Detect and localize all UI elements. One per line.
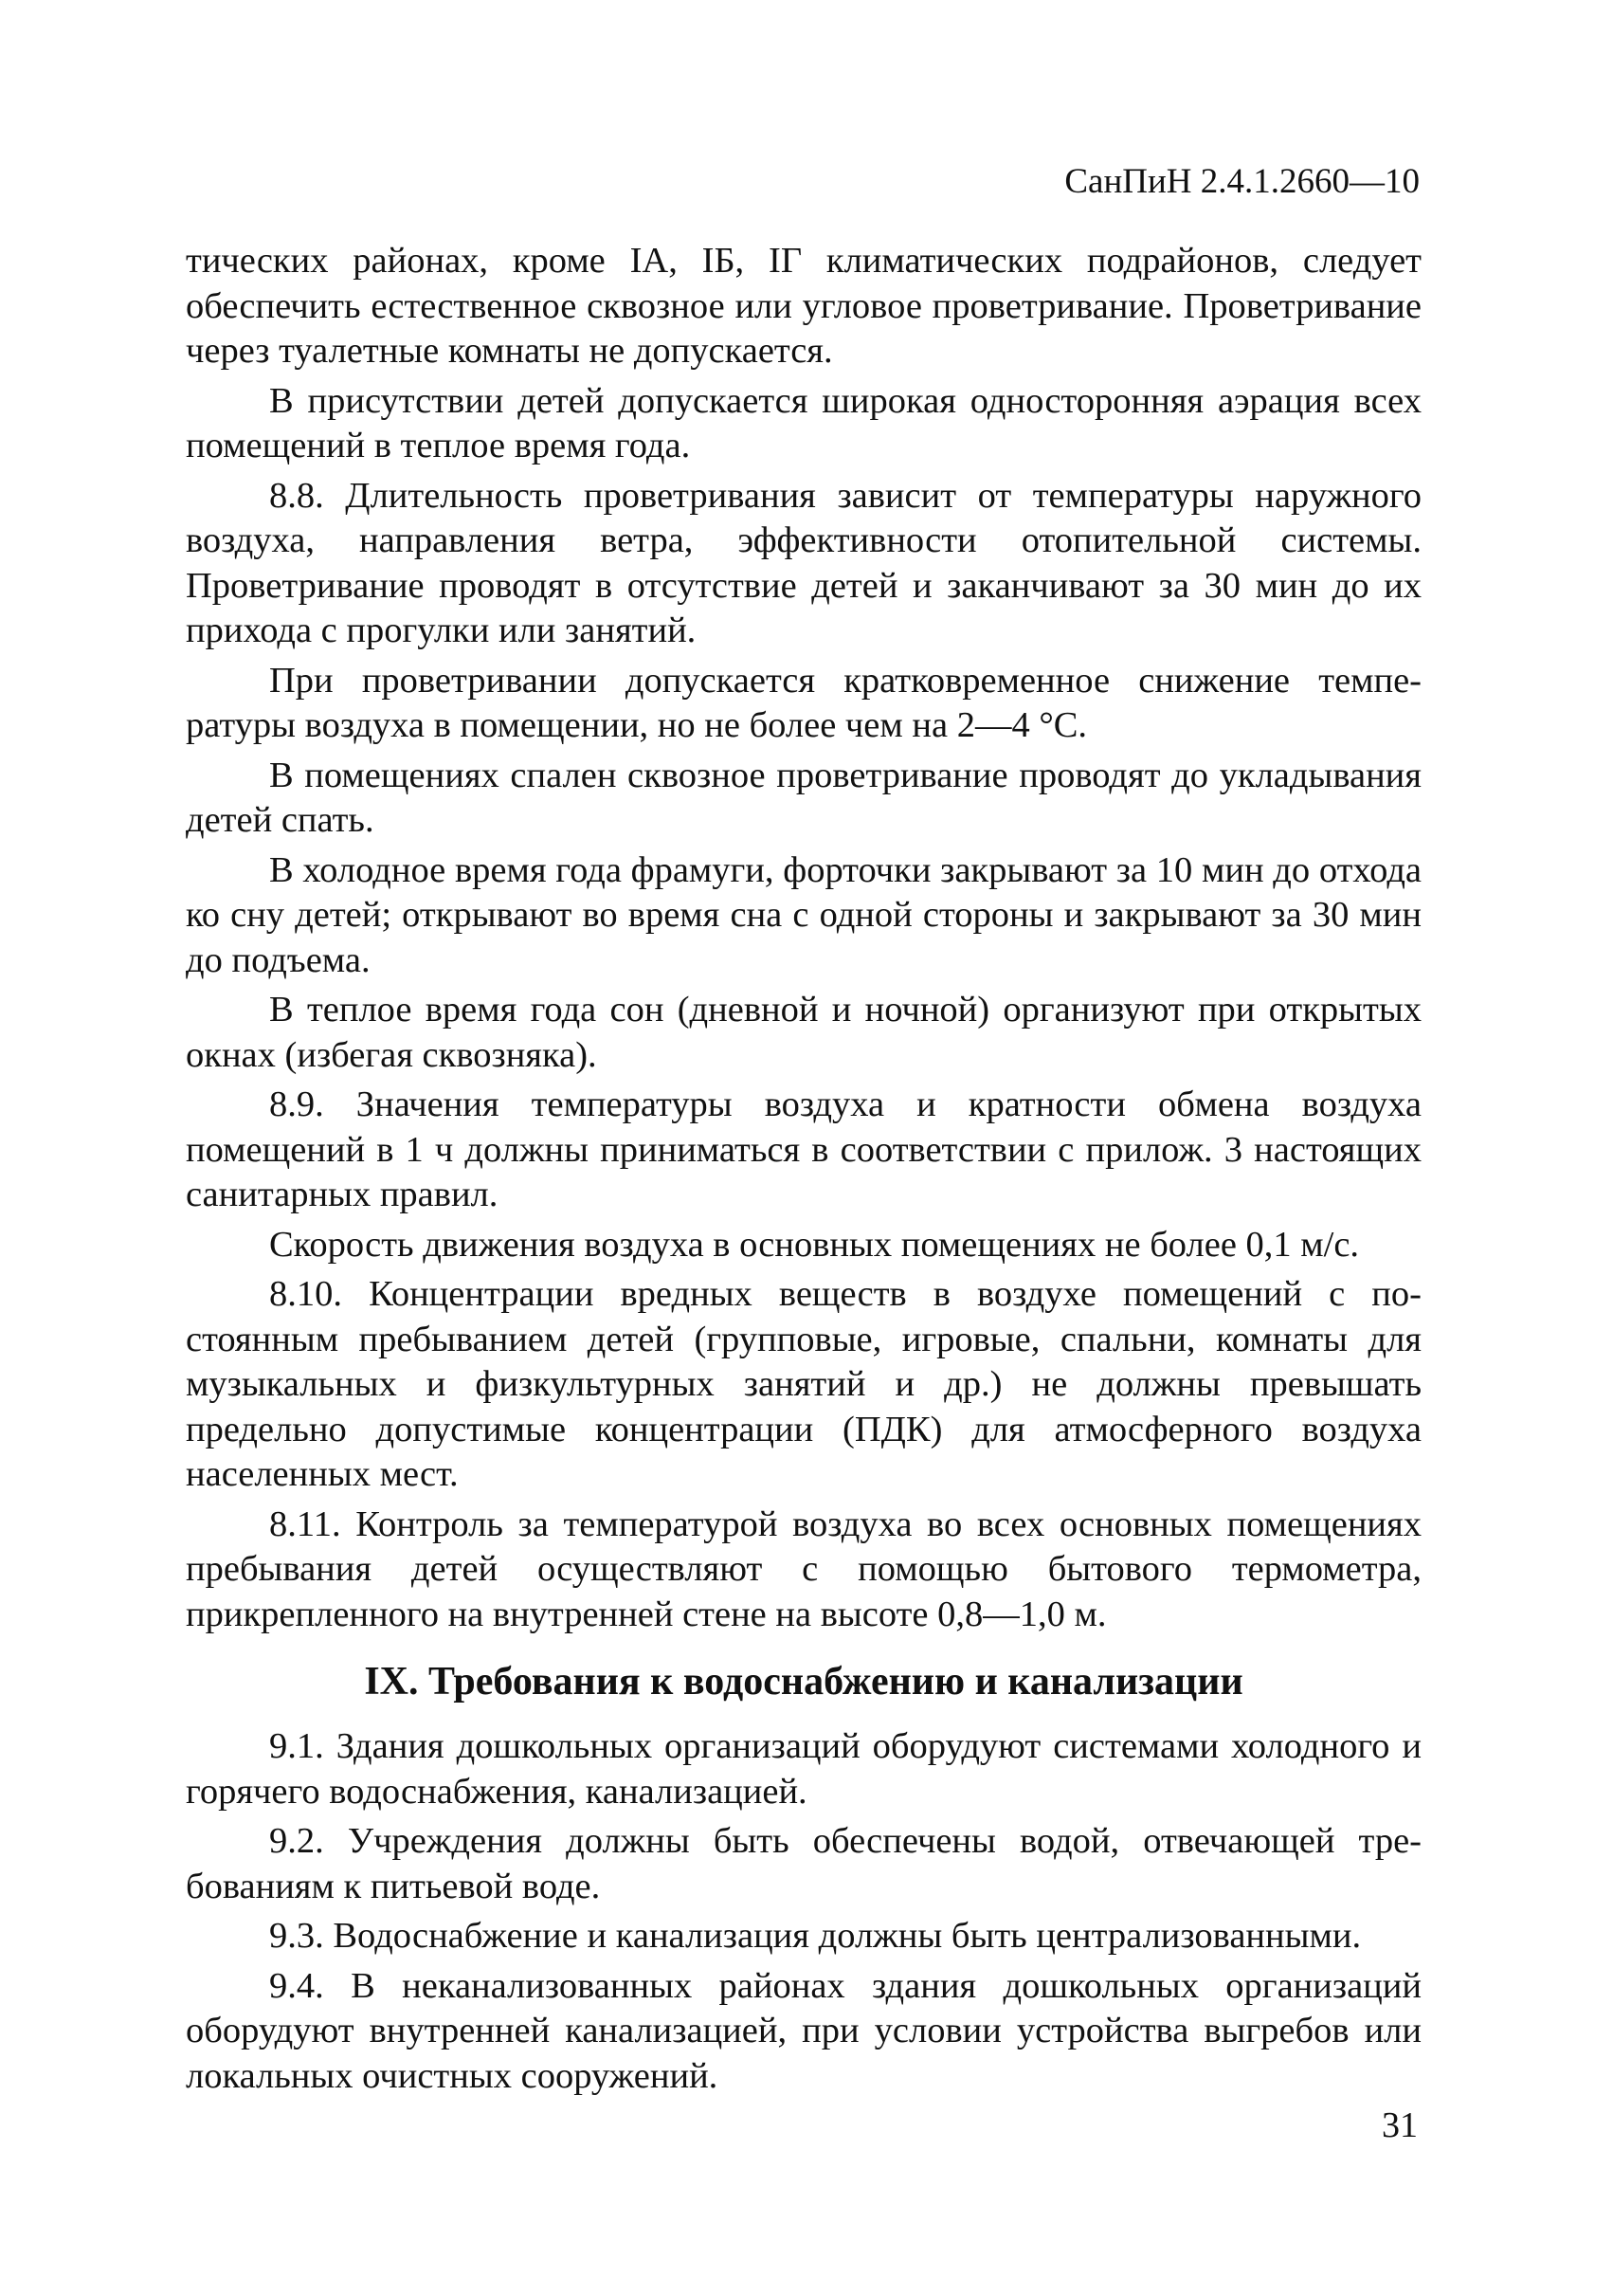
paragraph: Скорость движения воздуха в основных помещениях не более 0,1 м/с. (269, 1224, 1360, 1265)
paragraph: В помещениях спален сквозное проветривание проводят до укладывания детей спать. (186, 755, 1422, 840)
running-header: СанПиН 2.4.1.2660—10 (1064, 162, 1420, 201)
paragraph: При проветривании допускается кратковременное снижение температуры воздуха в помещении, но не более чем на 2—4 °С. (186, 660, 1422, 745)
paragraph: 9.1. Здания дошкольных организаций оборудуют системами холодного и горячего водоснабжения, канализацией. (186, 1726, 1422, 1812)
paragraph: В холодное время года фрамуги, форточки закрывают за 10 мин до отхода ко сну детей; открывают во время сна с одной стороны и закрывают за 30 мин до подъема. (186, 849, 1422, 980)
paragraph: тических районах, кроме IA, IБ, IГ климатических подрайонов, следует обеспечить естественное сквозное или угловое проветривание. Проветривание через туалетные комнаты не допускается. (186, 241, 1422, 371)
paragraph: 9.2. Учреждения должны быть обеспечены водой, отвечающей требованиям к питьевой воде. (186, 1821, 1422, 1906)
paragraph: 8.11. Контроль за температурой воздуха во всех основных помещениях пребывания детей осуществляют с помощью бытового термометра, прикрепленного на внутренней стене на высоте 0,8—1,0 м. (186, 1503, 1422, 1634)
paragraph: 8.9. Значения температуры воздуха и кратности обмена воздуха помещений в 1 ч должны приниматься в соответствии с прилож. 3 настоящих санитарных правил. (186, 1084, 1422, 1214)
paragraph: 9.4. В неканализованных районах здания дошкольных организаций оборудуют внутренней канализацией, при условии устройства выгребов или локальных очистных сооружений. (186, 1965, 1422, 2096)
body-text (186, 239, 1422, 2099)
paragraph: В присутствии детей допускается широкая односторонняя аэрация всех помещений в теплое время года. (186, 380, 1422, 465)
section-heading: IX. Требования к водоснабжению и канализации (364, 1660, 1243, 1704)
paragraph: В теплое время года сон (дневной и ночной) организуют при открытых окнах (избегая сквозняка). (186, 990, 1422, 1075)
page-content (186, 161, 1422, 2145)
paragraph: 8.10. Концентрации вредных веществ в воздухе помещений с постоянным пребыванием детей (групповые, игровые, спальни, комнаты для музыкальных и физкультурных занятий и др.) не должны превышать предельно допустимые концентрации (ПДК) для атмосферного воздуха населенных мест. (186, 1274, 1422, 1494)
page-number: 31 (1382, 2105, 1418, 2145)
paragraph: 8.8. Длительность проветривания зависит от температуры наружного воздуха, направления ветра, эффективности отопительной системы. Проветривание проводят в отсутствие детей и заканчивают за 30 мин до их прихода с прогулки или занятий. (186, 475, 1422, 650)
paragraph: 9.3. Водоснабжение и канализация должны быть централизованными. (269, 1916, 1362, 1956)
